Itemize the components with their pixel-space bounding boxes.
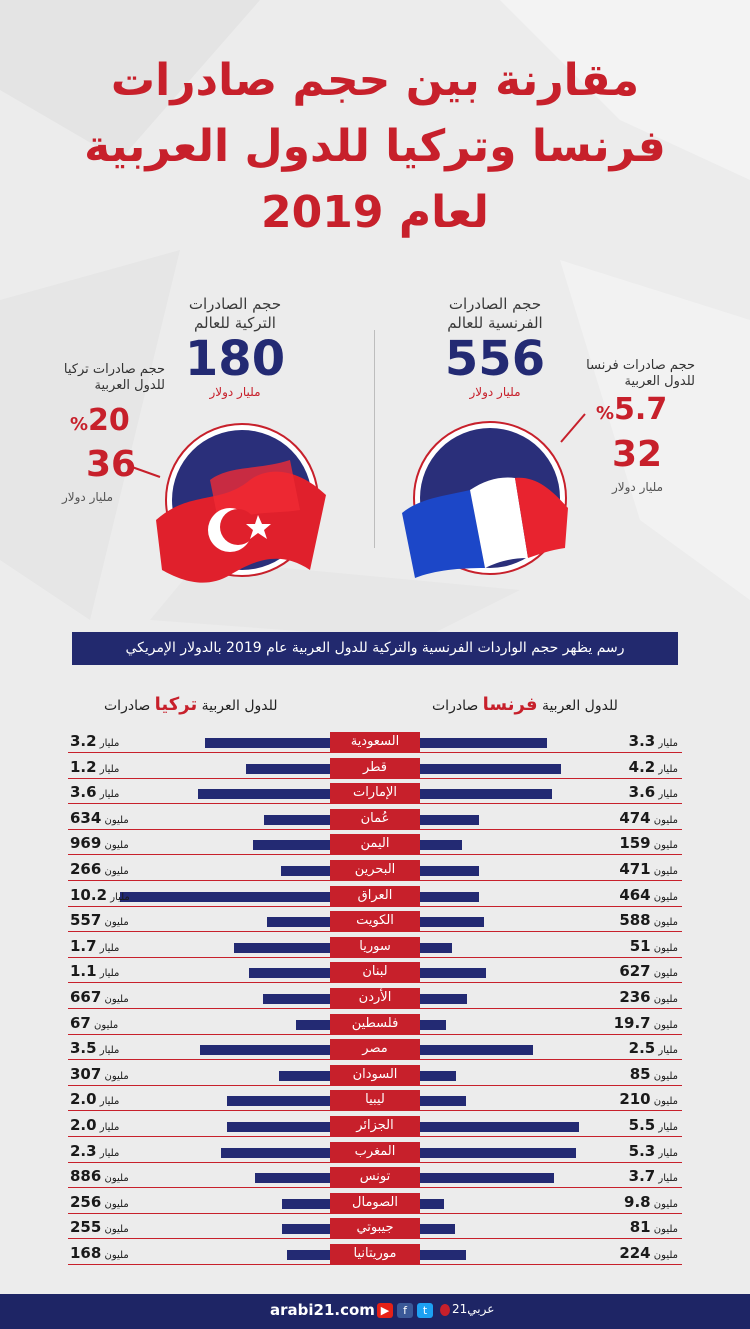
- turkey-unit-label: مليون: [101, 840, 129, 852]
- france-bar: [420, 840, 462, 850]
- country-label: المغرب: [330, 1142, 420, 1162]
- facebook-icon[interactable]: f: [397, 1303, 413, 1318]
- france-number-label: 19.7: [613, 1013, 651, 1032]
- turkey-number-label: 266: [70, 860, 102, 878]
- country-label: الكويت: [330, 911, 420, 931]
- turkey-bar: [296, 1020, 330, 1030]
- arabi21-logo-icon: [440, 1304, 450, 1316]
- turkey-number-label: 256: [70, 1192, 102, 1211]
- turkey-value-label: [70, 988, 129, 1006]
- france-bar: [420, 738, 547, 748]
- turkey-world-label-2: التركية للعالم: [194, 314, 276, 332]
- turkey-unit-label: مليون: [90, 1019, 119, 1031]
- section-divider: [374, 330, 375, 548]
- country-label: الصومال: [330, 1193, 420, 1213]
- turkey-value-label: [70, 911, 129, 929]
- turkey-number-label: 307: [70, 1064, 102, 1083]
- france-bar: [420, 1250, 466, 1260]
- turkey-world-value: 180: [184, 331, 286, 387]
- turkey-bar: [249, 968, 330, 978]
- turkey-number-label: 1.7: [70, 936, 97, 955]
- chart-row: [0, 1116, 750, 1142]
- turkey-value-label: [70, 1218, 129, 1236]
- footer-brand: عربي21: [452, 1302, 495, 1316]
- chart-row: [0, 1244, 750, 1270]
- france-number-label: 627: [619, 962, 651, 981]
- france-header-name: فرنسا: [482, 694, 538, 715]
- france-bar: [420, 917, 484, 927]
- france-unit-label: مليون: [650, 1096, 678, 1108]
- chart-row: [0, 783, 750, 809]
- france-value-label: [619, 911, 678, 929]
- france-number-label: 81: [629, 1218, 651, 1237]
- turkey-pct-value: 20: [88, 403, 130, 438]
- row-guide-line: [68, 906, 682, 907]
- france-unit-label: مليون: [650, 840, 678, 852]
- row-guide-line: [68, 854, 682, 855]
- france-unit-label: مليون: [650, 1198, 678, 1210]
- turkey-bar: [205, 738, 330, 748]
- france-number-label: 224: [619, 1244, 651, 1262]
- france-bar: [420, 764, 561, 774]
- france-pct-sign: %: [596, 403, 615, 424]
- chart-row: [0, 809, 750, 835]
- france-unit-label: مليار: [655, 1147, 678, 1159]
- row-guide-line: [68, 880, 682, 881]
- turkey-bar: [255, 1173, 330, 1183]
- chart-row: [0, 1142, 750, 1168]
- country-label: تونس: [330, 1167, 420, 1187]
- row-guide-line: [68, 931, 682, 932]
- france-number-label: 51: [629, 936, 651, 955]
- turkey-number-label: 2.3: [70, 1141, 97, 1160]
- turkey-bar: [120, 892, 330, 902]
- france-number-label: 159: [619, 834, 651, 853]
- france-unit-label: مليار: [655, 789, 678, 801]
- turkey-unit-label: مليار: [96, 1147, 120, 1159]
- turkey-value-label: [70, 834, 129, 852]
- turkey-arab-label: [20, 362, 165, 394]
- turkey-value-label: [70, 1193, 129, 1211]
- france-value-label: [629, 1116, 678, 1134]
- turkey-header-pre: صادرات: [104, 698, 151, 714]
- turkey-world-exports: [160, 295, 310, 399]
- france-unit-label: مليون: [650, 917, 678, 929]
- country-label: مصر: [330, 1039, 420, 1059]
- turkey-bar: [200, 1045, 330, 1055]
- twitter-icon[interactable]: t: [417, 1303, 433, 1318]
- turkey-value-label: [70, 1090, 119, 1108]
- country-label: عُمان: [330, 809, 420, 829]
- chart-row: [0, 1193, 750, 1219]
- turkey-value-label: [70, 732, 119, 750]
- country-label: ليبيا: [330, 1090, 420, 1110]
- france-bar: [420, 1020, 446, 1030]
- france-number-label: 3.3: [628, 732, 656, 750]
- france-value-label: [629, 732, 678, 750]
- france-unit-label: مليون: [650, 1250, 678, 1261]
- france-world-label-1: حجم الصادرات: [448, 295, 542, 313]
- chart-row: [0, 911, 750, 937]
- turkey-value-label: [70, 758, 119, 776]
- chart-row: [0, 732, 750, 758]
- chart-row: [0, 834, 750, 860]
- turkey-number-label: 2.0: [70, 1090, 97, 1109]
- chart-row: [0, 886, 750, 912]
- turkey-unit-label: مليون: [101, 994, 129, 1005]
- france-arab-label-1: حجم صادرات فرنسا: [586, 358, 695, 373]
- turkey-value-label: [70, 1116, 119, 1134]
- country-label: قطر: [330, 758, 420, 778]
- country-label: العراق: [330, 886, 420, 906]
- france-number-label: 474: [619, 808, 651, 827]
- france-arab-share: [596, 392, 667, 427]
- france-unit-label: مليار: [655, 1045, 678, 1057]
- turkey-bar: [227, 1122, 330, 1132]
- turkey-value-label: [70, 1014, 118, 1032]
- france-unit-label: مليون: [650, 1070, 678, 1082]
- title-line-1: مقارنة بين حجم صادرات: [110, 55, 640, 106]
- turkey-number-label: 10.2: [70, 885, 108, 904]
- france-bar: [420, 1224, 455, 1234]
- turkey-value-label: [70, 1167, 129, 1185]
- turkey-pct-sign: %: [70, 414, 89, 435]
- turkey-number-label: 557: [70, 911, 102, 930]
- turkey-arab-label-1: حجم صادرات تركيا: [63, 362, 165, 377]
- turkey-number-label: 969: [70, 834, 102, 853]
- row-guide-line: [68, 957, 682, 958]
- france-value-label: [630, 1218, 678, 1236]
- row-guide-line: [68, 1008, 682, 1009]
- france-world-label-2: الفرنسية للعالم: [447, 314, 543, 332]
- turkey-arab-unit: مليار دولار: [62, 490, 114, 504]
- france-value-label: [629, 1039, 678, 1057]
- page-title: [0, 48, 750, 246]
- turkey-unit-label: مليار: [96, 1122, 120, 1133]
- turkey-world-unit: مليار دولار: [209, 385, 261, 399]
- france-value-label: [624, 1193, 678, 1211]
- france-header-pre: صادرات: [432, 698, 479, 714]
- turkey-number-label: 3.6: [70, 783, 97, 802]
- row-guide-line: [68, 1264, 682, 1265]
- france-bar: [420, 994, 467, 1004]
- france-unit-label: مليار: [655, 1122, 678, 1133]
- chart-row: [0, 1167, 750, 1193]
- france-bar: [420, 866, 479, 876]
- row-guide-line: [68, 1238, 682, 1239]
- france-value-label: [619, 809, 678, 827]
- turkey-number-label: 168: [70, 1244, 102, 1262]
- france-bar: [420, 943, 452, 953]
- turkey-column-header: [104, 694, 278, 715]
- country-label: جيبوتي: [330, 1218, 420, 1238]
- turkey-value-label: [70, 937, 119, 955]
- chart-row: [0, 962, 750, 988]
- country-label: السعودية: [330, 732, 420, 752]
- france-world-unit: مليار دولار: [469, 385, 521, 399]
- france-bar: [420, 789, 552, 799]
- france-number-label: 236: [619, 988, 651, 1006]
- turkey-bar: [198, 789, 330, 799]
- country-label: اليمن: [330, 834, 420, 854]
- france-world-exports: [420, 295, 570, 399]
- france-number-label: 3.6: [628, 783, 656, 802]
- france-value-label: [619, 962, 678, 980]
- france-bar: [420, 968, 486, 978]
- france-value-label: [614, 1014, 678, 1032]
- turkey-connector: [130, 455, 170, 485]
- france-number-label: 5.5: [628, 1116, 656, 1134]
- france-connector: [555, 410, 595, 450]
- country-label: الأردن: [330, 988, 420, 1008]
- france-bar: [420, 1148, 576, 1158]
- country-label: لبنان: [330, 962, 420, 982]
- row-guide-line: [68, 803, 682, 804]
- france-unit-label: مليون: [650, 1224, 678, 1236]
- france-unit-label: مليون: [650, 866, 678, 877]
- turkey-flag-graphic: [150, 420, 330, 590]
- turkey-number-label: 634: [70, 808, 102, 827]
- france-flag-graphic: [400, 418, 580, 588]
- row-guide-line: [68, 829, 682, 830]
- title-line-2: فرنسا وتركيا للدول العربية: [84, 121, 666, 172]
- turkey-unit-label: مليار: [96, 1096, 120, 1108]
- france-pct-value: 5.7: [614, 392, 668, 427]
- france-value-label: [619, 988, 678, 1006]
- chart-row: [0, 1039, 750, 1065]
- turkey-unit-label: مليار: [96, 968, 120, 980]
- country-label: الجزائر: [330, 1116, 420, 1136]
- country-label: سوريا: [330, 937, 420, 957]
- france-number-label: 588: [619, 911, 651, 930]
- france-bar: [420, 1173, 554, 1183]
- chart-row: [0, 1090, 750, 1116]
- turkey-unit-label: مليون: [101, 1250, 129, 1261]
- youtube-icon[interactable]: ▶: [377, 1303, 393, 1318]
- turkey-bar: [234, 943, 330, 953]
- france-value-label: [630, 937, 678, 955]
- turkey-value-label: [70, 809, 129, 827]
- turkey-number-label: 1.1: [70, 962, 97, 981]
- row-guide-line: [68, 1136, 682, 1137]
- france-unit-label: مليار: [655, 738, 678, 749]
- turkey-value-label: [70, 1142, 119, 1160]
- country-label: الإمارات: [330, 783, 420, 803]
- turkey-bar: [267, 917, 330, 927]
- france-value-label: [629, 783, 678, 801]
- title-line-3: لعام 2019: [261, 187, 489, 238]
- chart-row: [0, 1014, 750, 1040]
- turkey-bar: [227, 1096, 330, 1106]
- turkey-number-label: 2.0: [70, 1116, 97, 1134]
- turkey-unit-label: مليون: [101, 866, 129, 877]
- france-header-post: للدول العربية: [541, 698, 618, 714]
- france-number-label: 210: [619, 1090, 651, 1109]
- turkey-unit-label: مليار: [96, 789, 120, 801]
- row-guide-line: [68, 752, 682, 753]
- turkey-unit-label: مليار: [96, 763, 120, 775]
- france-arab-unit: مليار دولار: [612, 480, 664, 494]
- turkey-world-label-1: حجم الصادرات: [188, 295, 282, 313]
- france-value-label: [619, 1244, 678, 1262]
- france-number-label: 464: [619, 885, 651, 904]
- france-bar: [420, 892, 479, 902]
- footer-site: arabi21.com: [270, 1301, 375, 1319]
- france-number-label: 5.3: [628, 1141, 656, 1160]
- turkey-header-name: تركيا: [154, 694, 198, 715]
- france-unit-label: مليون: [650, 942, 678, 954]
- france-arab-value: 32: [612, 434, 663, 475]
- turkey-unit-label: مليار: [107, 891, 130, 903]
- france-unit-label: مليون: [650, 994, 678, 1005]
- row-guide-line: [68, 1034, 682, 1035]
- france-unit-label: مليون: [650, 814, 678, 826]
- turkey-value-label: [70, 962, 119, 980]
- france-world-value: 556: [444, 331, 546, 387]
- turkey-header-post: للدول العربية: [201, 698, 278, 714]
- france-bar: [420, 1045, 533, 1055]
- footer-bar: [0, 1294, 750, 1329]
- turkey-value-label: [70, 1065, 129, 1083]
- france-bar: [420, 1199, 444, 1209]
- turkey-unit-label: مليون: [101, 1070, 129, 1082]
- france-bar: [420, 1096, 466, 1106]
- france-bar: [420, 815, 479, 825]
- france-number-label: 4.2: [628, 757, 656, 776]
- turkey-unit-label: مليار: [96, 1045, 120, 1057]
- france-number-label: 471: [619, 860, 651, 878]
- france-value-label: [629, 1142, 678, 1160]
- france-value-label: [629, 758, 678, 776]
- turkey-arab-value: 36: [86, 444, 137, 485]
- france-number-label: 2.5: [628, 1039, 656, 1058]
- france-value-label: [619, 886, 678, 904]
- turkey-unit-label: مليون: [101, 1224, 129, 1236]
- turkey-value-label: [70, 1244, 129, 1262]
- france-unit-label: مليار: [655, 1173, 678, 1185]
- turkey-bar: [246, 764, 330, 774]
- turkey-unit-label: مليون: [101, 814, 129, 826]
- france-arab-label-2: للدول العربية: [624, 374, 695, 389]
- chart-description-banner: رسم يظهر حجم الواردات الفرنسية والتركية للدول العربية عام 2019 بالدولار الإمريكي: [72, 632, 678, 665]
- turkey-number-label: 3.5: [70, 1039, 97, 1058]
- row-guide-line: [68, 1213, 682, 1214]
- row-guide-line: [68, 1187, 682, 1188]
- france-value-label: [630, 1065, 678, 1083]
- turkey-bar: [264, 815, 330, 825]
- france-number-label: 9.8: [624, 1192, 651, 1211]
- france-unit-label: مليون: [650, 968, 678, 980]
- france-value-label: [619, 1090, 678, 1108]
- turkey-unit-label: مليار: [96, 738, 120, 749]
- turkey-unit-label: مليون: [101, 1173, 129, 1185]
- turkey-number-label: 886: [70, 1167, 102, 1186]
- turkey-bar: [253, 840, 330, 850]
- turkey-value-label: [70, 783, 119, 801]
- turkey-number-label: 3.2: [70, 732, 97, 750]
- row-guide-line: [68, 778, 682, 779]
- france-column-header: [432, 694, 618, 715]
- turkey-arab-label-2: للدول العربية: [94, 378, 165, 393]
- row-guide-line: [68, 1085, 682, 1086]
- turkey-value-label: [70, 1039, 119, 1057]
- chart-row: [0, 758, 750, 784]
- france-value-label: [619, 860, 678, 878]
- row-guide-line: [68, 1162, 682, 1163]
- chart-row: [0, 937, 750, 963]
- chart-row: [0, 1218, 750, 1244]
- france-arab-label: [560, 358, 695, 390]
- turkey-number-label: 667: [70, 988, 102, 1006]
- turkey-unit-label: مليار: [96, 942, 120, 954]
- turkey-value-label: [70, 886, 130, 904]
- turkey-bar: [221, 1148, 330, 1158]
- turkey-number-label: 67: [70, 1013, 91, 1032]
- turkey-unit-label: مليون: [101, 917, 129, 929]
- turkey-bar: [281, 866, 330, 876]
- france-unit-label: مليون: [650, 891, 678, 903]
- country-label: فلسطين: [330, 1014, 420, 1034]
- turkey-arab-share: [70, 403, 130, 438]
- turkey-bar: [279, 1071, 330, 1081]
- turkey-bar: [282, 1199, 330, 1209]
- france-bar: [420, 1122, 579, 1132]
- chart-row: [0, 988, 750, 1014]
- country-label: السودان: [330, 1065, 420, 1085]
- turkey-bar: [287, 1250, 330, 1260]
- turkey-bar: [282, 1224, 330, 1234]
- france-value-label: [629, 1167, 678, 1185]
- turkey-unit-label: مليون: [101, 1198, 129, 1210]
- turkey-number-label: 255: [70, 1218, 102, 1237]
- france-number-label: 85: [629, 1064, 651, 1083]
- country-label: البحرين: [330, 860, 420, 880]
- chart-row: [0, 860, 750, 886]
- row-guide-line: [68, 1059, 682, 1060]
- france-bar: [420, 1071, 456, 1081]
- row-guide-line: [68, 982, 682, 983]
- france-value-label: [619, 834, 678, 852]
- france-number-label: 3.7: [628, 1167, 656, 1186]
- country-label: موريتانيا: [330, 1244, 420, 1264]
- turkey-number-label: 1.2: [70, 757, 97, 776]
- france-unit-label: مليار: [655, 763, 678, 775]
- france-unit-label: مليون: [650, 1019, 678, 1031]
- row-guide-line: [68, 1110, 682, 1111]
- turkey-bar: [263, 994, 330, 1004]
- chart-row: [0, 1065, 750, 1091]
- turkey-value-label: [70, 860, 129, 878]
